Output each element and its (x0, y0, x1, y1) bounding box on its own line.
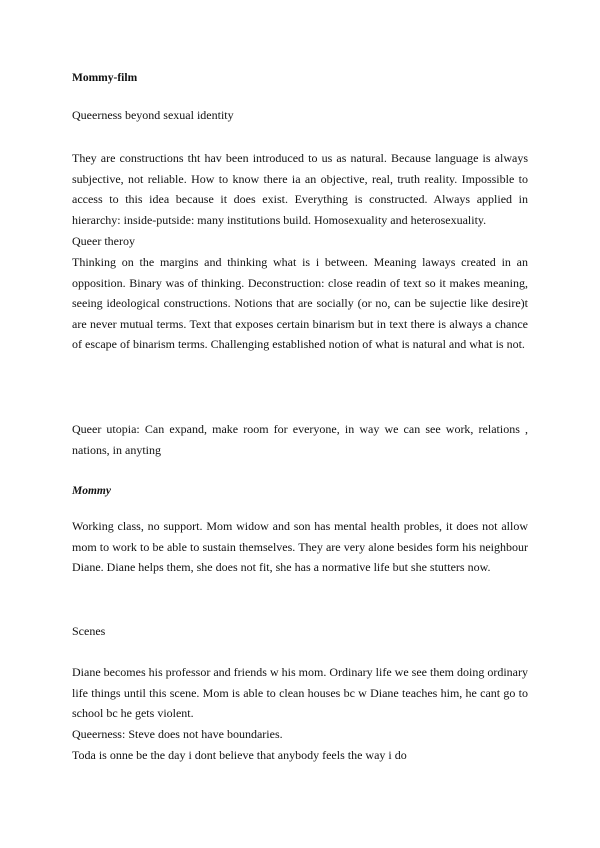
line-toda: Toda is onne be the day i dont believe that anybody feels the way i do (72, 748, 407, 762)
paragraph-queer-utopia: Queer utopia: Can expand, make room for everyone, in way we can see work, relations , nations, in anyting (72, 422, 528, 457)
heading-scenes: Scenes (72, 624, 106, 638)
paragraph-margins: Thinking on the margins and thinking what is i between. Meaning laways created in an opposition. Binary was of thinking. Deconstruction: close readin of text so it makes meaning, seeing ideological constructions. Notions that are socially (or no, can be sujectie like desire)t are never mutual terms. Text that exposes certain binarism but in text there is always a chance of escape of binarism terms. Challenging established notion of what is natural and what is not. (72, 255, 528, 352)
subtitle: Queerness beyond sexual identity (72, 108, 234, 122)
paragraph-diane: Diane becomes his professor and friends w his mom. Ordinary life we see them doing ordinary life things until this scene. Mom is able to clean houses bc w Diane teaches him, he cant go to school bc he gets violent. (72, 665, 528, 721)
paragraph-constructions: They are constructions tht hav been introduced to us as natural. Because language is always subjective, not reliable. How to know there ia an objective, real, truth reality. Impossible to access to this idea because it does exist. Everything is constructed. Always applied in hierarchy: inside-putside: many institutions build. Homosexuality and heterosexuality. (72, 151, 528, 227)
document-title: Mommy-film (72, 72, 138, 84)
line-queerness: Queerness: Steve does not have boundaries. (72, 727, 283, 741)
heading-queer-theory: Queer theroy (72, 234, 135, 248)
heading-mommy: Mommy (72, 485, 111, 497)
paragraph-working-class: Working class, no support. Mom widow and son has mental health probles, it does not allow mom to work to be able to sustain themselves. They are very alone besides form his neighbour Diane. Diane helps them, she does not fit, she has a normative life but she stutters now. (72, 519, 528, 575)
